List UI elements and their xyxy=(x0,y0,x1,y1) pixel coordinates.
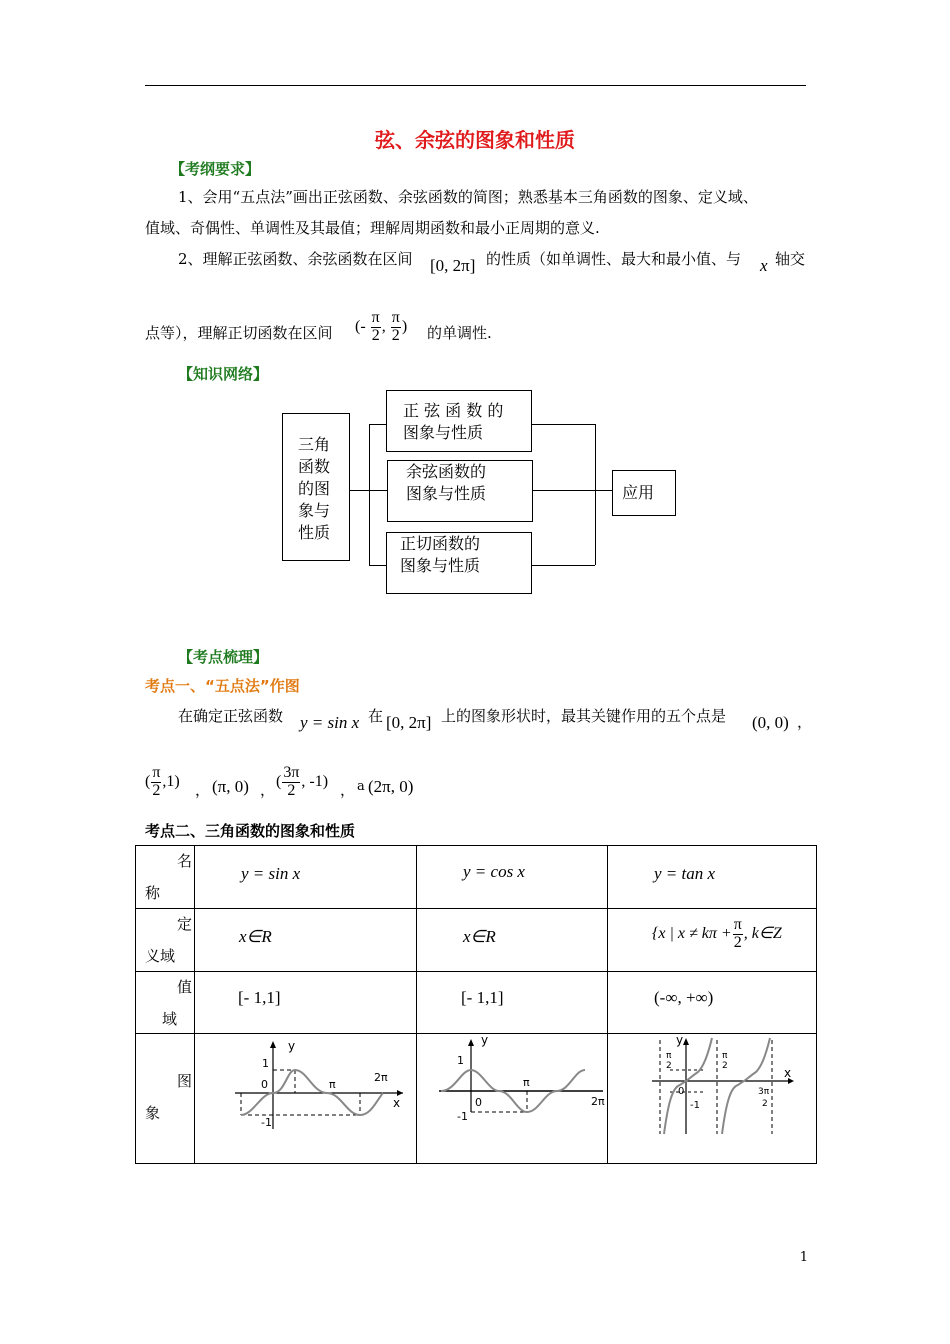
point1-sep2: ， xyxy=(260,781,276,799)
connector-root xyxy=(349,490,369,491)
range-cos: [- 1,1] xyxy=(461,988,504,1007)
row-label-name: 名 称 xyxy=(145,852,192,902)
sin-graph xyxy=(195,1034,416,1163)
cos-graph-y-label: y xyxy=(481,1034,489,1047)
cos-box: 余弦函数的 图象与性质 xyxy=(387,460,533,522)
tan-graph-half-pi-den: 2 xyxy=(722,1061,728,1071)
req2-x: x xyxy=(760,256,768,275)
row-label-graph: 图 象 xyxy=(145,1072,192,1122)
review-header: 【考点梳理】 xyxy=(178,648,269,666)
name-tan: y = tan x xyxy=(654,864,716,883)
cos-graph-neg-one-label: -1 xyxy=(457,1110,468,1123)
req2-text-post: 轴交 xyxy=(775,250,806,268)
properties-table xyxy=(135,845,817,1164)
sin-graph-zero-label: 0 xyxy=(261,1078,268,1091)
row-label-range: 值 域 xyxy=(162,978,192,1028)
name-cos: y = cos x xyxy=(463,862,525,881)
apply-box: 应用 xyxy=(612,470,676,516)
point1-sep0: ， xyxy=(797,713,813,731)
sin-graph-two-pi-label: 2π xyxy=(374,1071,388,1084)
page-title: 弦、余弦的图象和性质 xyxy=(375,128,575,152)
point1-mid: 上的图象形状时，最其关键作用的五个点是 xyxy=(441,707,727,725)
point1-sep3: ， xyxy=(340,781,356,799)
domain-cos: x∈R xyxy=(463,927,496,946)
sin-graph-one-label: 1 xyxy=(262,1057,269,1070)
tan-graph-zero-label: 0 xyxy=(678,1086,685,1097)
tan-graph-neg-half-pi-den: 2 xyxy=(666,1061,672,1071)
point1-and: a xyxy=(357,779,365,794)
req2-line2-pre: 点等），理解正切函数在区间 xyxy=(145,324,333,342)
req1-line2: 值域、奇偶性、单调性及其最值；理解周期函数和最小正周期的意义. xyxy=(145,219,600,237)
name-sin: y = sin x xyxy=(241,864,301,883)
point1-p3: (π, 0) xyxy=(212,777,249,796)
network-header: 【知识网络】 xyxy=(178,365,269,383)
tan-interval: (- $\frac{\pi}{2}$ , $\frac{\pi}{2}$ ) xyxy=(355,309,408,344)
point2-header: 考点二、三角函数的图象和性质 xyxy=(145,822,356,840)
cos-graph xyxy=(417,1034,607,1163)
range-tan: (-∞, +∞) xyxy=(654,988,714,1007)
req2-text-mid: 的性质（如单调性、最大和最小值、与 xyxy=(486,250,742,268)
connector-cos-right xyxy=(532,490,613,491)
domain-tan: {x | x ≠ kπ + $\frac{\pi}{2}$ , k∈Z xyxy=(652,916,782,951)
point1-p2: ( $\frac{\pi}{2}$ ,1) xyxy=(145,764,180,799)
sin-graph-x-label: x xyxy=(393,1096,401,1110)
sin-box: 正 弦 函 数 的 图象与性质 xyxy=(386,390,532,452)
req2-interval: [0, 2π] xyxy=(430,256,476,275)
connector-sin xyxy=(369,424,386,425)
tan-graph xyxy=(608,1034,816,1163)
page-number: 1 xyxy=(799,1250,808,1265)
point1-pre: 在确定正弦函数 xyxy=(178,707,284,725)
row-label-domain: 定 义域 xyxy=(145,915,192,965)
tan-graph-neg-one-label: -1 xyxy=(690,1100,700,1111)
point1-func: y = sin x xyxy=(300,713,360,732)
req2-line2-post: 的单调性. xyxy=(427,324,492,342)
table-row xyxy=(136,1034,817,1164)
cos-graph-zero-label: 0 xyxy=(475,1096,482,1109)
req1-line1: 1、会用“五点法”画出正弦函数、余弦函数的简图；熟悉基本三角函数的图象、定义域、 xyxy=(178,188,758,206)
cos-graph-pi-label: π xyxy=(523,1076,530,1089)
sin-graph-y-label: y xyxy=(288,1039,296,1053)
tan-graph-half-pi-num: π xyxy=(722,1051,728,1061)
requirements-header: 【考纲要求】 xyxy=(170,160,261,178)
connector-cos xyxy=(369,490,387,491)
point1-p4: ( $\frac{3\pi}{2}$ , -1) xyxy=(276,764,329,799)
connector-tan xyxy=(369,565,386,566)
tan-graph-neg-half-pi-num: π xyxy=(666,1051,672,1061)
point1-p5: (2π, 0) xyxy=(368,777,414,796)
root-box: 三角 函数 的图 象与 性质 xyxy=(282,413,350,561)
domain-sin: x∈R xyxy=(239,927,272,946)
table-row xyxy=(136,846,817,909)
tan-graph-three-half-pi-den: 2 xyxy=(762,1099,768,1109)
cos-graph-one-label: 1 xyxy=(457,1054,464,1067)
range-sin: [- 1,1] xyxy=(238,988,281,1007)
point1-in: 在 xyxy=(368,707,384,725)
table-row xyxy=(136,972,817,1034)
cos-graph-two-pi-label: 2π xyxy=(591,1095,605,1108)
point1-sep1: ， xyxy=(195,781,211,799)
tan-box: 正切函数的 图象与性质 xyxy=(386,532,532,594)
point1-interval: [0, 2π] xyxy=(386,713,432,732)
connector-right-vertical xyxy=(595,424,596,565)
sin-graph-pi-label: π xyxy=(329,1078,336,1091)
header-rule xyxy=(145,85,806,86)
sin-graph-neg-one-label: -1 xyxy=(261,1116,272,1129)
req2-text-pre: 2、理解正弦函数、余弦函数在区间 xyxy=(178,250,413,268)
connector-sin-right xyxy=(531,424,595,425)
table-row xyxy=(136,909,817,972)
connector-tan-right xyxy=(531,565,595,566)
point1-p1: (0, 0) xyxy=(752,713,789,732)
tan-graph-y-label: y xyxy=(676,1034,684,1047)
tan-graph-three-half-pi-num: 3π xyxy=(758,1087,770,1097)
connector-left-vertical xyxy=(369,424,370,565)
tan-graph-x-label: x xyxy=(784,1066,792,1080)
point1-header: 考点一、“五点法”作图 xyxy=(145,677,300,695)
